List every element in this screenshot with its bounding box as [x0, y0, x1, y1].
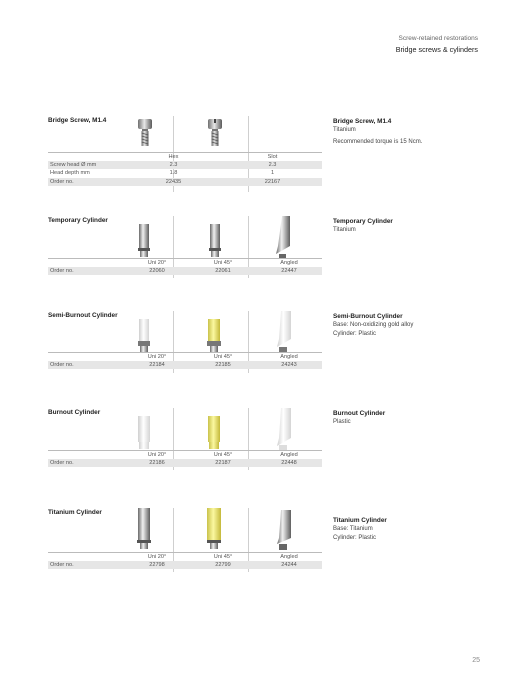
description-line: Recommended torque is 15 Ncm. — [333, 139, 423, 145]
cylinder-angled-image — [274, 510, 296, 550]
section-title: Burnout Cylinder — [48, 409, 101, 416]
spec-table — [48, 450, 322, 467]
header-cell — [48, 153, 124, 161]
cylinder-uni45-image — [205, 319, 223, 353]
product-description — [333, 117, 422, 147]
table-cell: 24244 — [256, 561, 322, 569]
table-header-row — [48, 353, 322, 361]
table-cell: 22187 — [190, 459, 256, 467]
column-header: Uni 45° — [190, 259, 256, 267]
header-category: Screw-retained restorations — [398, 35, 478, 42]
section-semi-burnout-cylinder — [0, 311, 508, 375]
column-header: Uni 20° — [124, 553, 190, 561]
description-line: Base: Non-oxidizing gold alloy — [333, 322, 414, 328]
table-cell: 24243 — [256, 361, 322, 369]
row-label: Head depth mm — [50, 170, 90, 177]
row-label: Order no. — [48, 178, 124, 186]
cylinder-angled-image — [274, 216, 296, 258]
table-row — [48, 561, 322, 569]
spec-table — [48, 352, 322, 369]
cylinder-uni45-image — [204, 508, 224, 550]
table-cell: 22185 — [190, 361, 256, 369]
description-line: Titanium — [333, 227, 356, 233]
description-title: Titanium Cylinder — [333, 517, 387, 524]
table-cell: 22447 — [256, 267, 322, 275]
column-header: Hex — [124, 153, 223, 161]
column-header: Uni 45° — [190, 451, 256, 459]
column-header: Angled — [256, 451, 322, 459]
row-label: Order no. — [48, 459, 124, 467]
row-label: Order no. — [48, 267, 124, 275]
section-title: Titanium Cylinder — [48, 509, 102, 516]
cylinder-uni20-image — [135, 508, 153, 550]
table-row — [48, 267, 322, 275]
column-header: Uni 45° — [190, 553, 256, 561]
description-line: Titanium — [333, 127, 356, 133]
table-row — [48, 169, 322, 177]
section-titanium-cylinder — [0, 508, 508, 574]
table-cell: 22448 — [256, 459, 322, 467]
table-header-row — [48, 153, 322, 161]
spec-table — [48, 152, 322, 186]
table-cell: 22167 — [223, 178, 322, 186]
cylinder-uni20-image — [135, 416, 153, 450]
description-line: Cylinder: Plastic — [333, 535, 377, 541]
table-cell: 22435 — [124, 178, 223, 186]
column-header: Uni 20° — [124, 451, 190, 459]
table-row — [48, 161, 322, 169]
column-header: Uni 45° — [190, 353, 256, 361]
description-title: Semi-Burnout Cylinder — [333, 313, 403, 320]
page-header — [396, 34, 478, 55]
product-description — [333, 409, 385, 427]
table-header-row — [48, 259, 322, 267]
cylinder-uni20-image — [136, 319, 152, 353]
product-description — [333, 217, 393, 235]
header-cell — [48, 259, 124, 267]
table-cell: 22184 — [124, 361, 190, 369]
table-cell: 2.3 — [124, 161, 223, 169]
description-title: Burnout Cylinder — [333, 410, 386, 417]
cylinder-angled-image — [274, 408, 296, 450]
description-title: Bridge Screw, M1.4 — [333, 118, 392, 125]
spec-table — [48, 552, 322, 569]
table-cell: 22186 — [124, 459, 190, 467]
column-header: Angled — [256, 259, 322, 267]
section-bridge-screw — [0, 116, 508, 196]
header-cell — [48, 353, 124, 361]
section-temporary-cylinder — [0, 216, 508, 280]
table-cell: 1.8 — [169, 170, 178, 177]
column-header: Angled — [256, 353, 322, 361]
table-header-row — [48, 451, 322, 459]
section-burnout-cylinder — [0, 408, 508, 472]
description-line: Base: Titanium — [333, 526, 373, 532]
slot-screw-image — [207, 119, 223, 149]
cylinder-angled-image — [274, 311, 296, 353]
description-line: Plastic — [333, 419, 351, 425]
hex-screw-image — [137, 119, 153, 149]
column-header: Slot — [223, 153, 322, 161]
table-row — [48, 459, 322, 467]
column-header: Uni 20° — [124, 353, 190, 361]
header-subcategory: Bridge screws & cylinders — [395, 45, 478, 54]
column-header: Uni 20° — [124, 259, 190, 267]
section-title: Temporary Cylinder — [48, 217, 108, 224]
product-description — [333, 516, 387, 543]
table-row — [48, 361, 322, 369]
table-cell: 22799 — [190, 561, 256, 569]
spec-table — [48, 258, 322, 275]
section-title: Semi-Burnout Cylinder — [48, 312, 118, 319]
header-cell — [48, 553, 124, 561]
column-header: Angled — [256, 553, 322, 561]
cylinder-uni45-image — [207, 224, 223, 258]
table-cell: 22060 — [124, 267, 190, 275]
description-title: Temporary Cylinder — [333, 218, 393, 225]
header-cell — [48, 451, 124, 459]
section-title: Bridge Screw, M1.4 — [48, 117, 107, 124]
table-cell: 22061 — [190, 267, 256, 275]
row-label: Order no. — [48, 361, 124, 369]
row-label: Screw head Ø mm — [48, 161, 124, 169]
table-cell: 2.3 — [223, 161, 322, 169]
row-label: Order no. — [48, 561, 124, 569]
table-header-row — [48, 553, 322, 561]
table-row — [48, 178, 322, 186]
table-cell: 1 — [270, 170, 275, 177]
description-line: Cylinder: Plastic — [333, 331, 377, 337]
table-cell: 22798 — [124, 561, 190, 569]
cylinder-uni45-image — [205, 416, 223, 450]
cylinder-uni20-image — [136, 224, 152, 258]
product-description — [333, 312, 413, 339]
page-number: 25 — [472, 657, 480, 664]
